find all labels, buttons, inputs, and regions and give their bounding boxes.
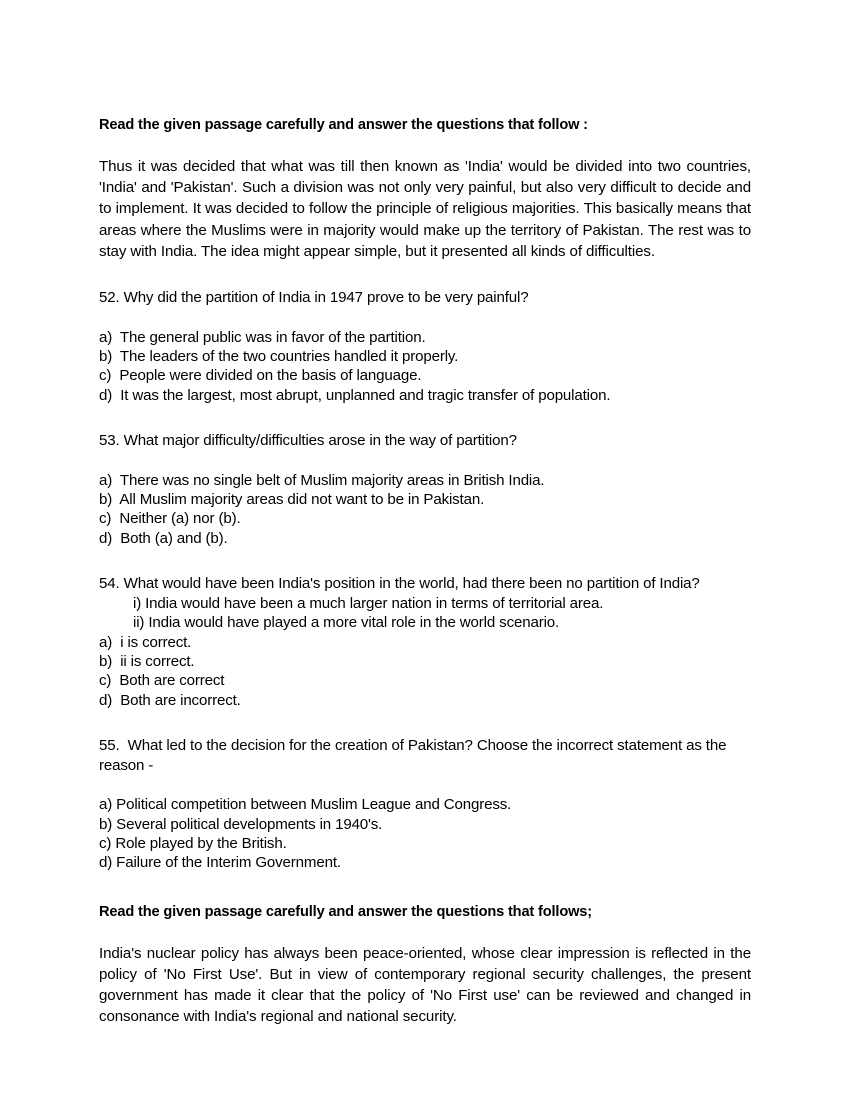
question-52-options xyxy=(99,328,751,406)
question-53-number: 53. xyxy=(99,432,120,450)
option-53-d[interactable]: d) Both (a) and (b). xyxy=(99,529,228,547)
passage-1-heading: Read the given passage carefully and answer the questions that follow : xyxy=(99,117,588,133)
question-55-body: What led to the decision for the creation of Pakistan? Choose the incorrect statement as the reason - xyxy=(99,737,727,774)
question-54-text xyxy=(99,574,751,594)
passage-2-heading: Read the given passage carefully and answer the questions that follows; xyxy=(99,903,592,920)
passage-1-body: Thus it was decided that what was till then known as 'India' would be divided into two countries, 'India' and 'Pakistan'. Such a division was not only very painful, but also very difficult to decide and to implement. It was decided to follow the principle of religious majorities. This basically means that areas where the Muslims were in majority would make up the territory of Pakistan. The rest was to stay with India. The idea might appear simple, but it presented all kinds of difficulties. xyxy=(99,158,751,260)
option-55-d[interactable]: d) Failure of the Interim Government. xyxy=(99,854,341,872)
question-block-55 xyxy=(99,736,751,873)
question-53-text xyxy=(99,431,751,451)
question-54-body: What would have been India's position in the world, had there been no partition of India? xyxy=(123,575,700,593)
question-54-subitems xyxy=(99,594,751,633)
question-54-number: 54. xyxy=(99,575,120,593)
passage-2-body: India's nuclear policy has always been peace-oriented, whose clear impression is reflected in the policy of 'No First Use'. But in view of contemporary regional security challenges, the present government has made it clear that the policy of 'No First use' can be reviewed and changed in consonance with India's regional and national security. xyxy=(99,944,751,1026)
question-52-text xyxy=(99,288,751,308)
question-55-text xyxy=(99,736,751,775)
spacer xyxy=(99,710,751,736)
question-block-53 xyxy=(99,431,751,548)
spacer xyxy=(99,405,751,431)
spacer xyxy=(99,262,751,288)
question-53-body: What major difficulty/difficulties arose in the way of partition? xyxy=(123,432,517,450)
option-54-c[interactable]: c) Both are correct xyxy=(99,672,225,690)
option-55-c[interactable]: c) Role played by the British. xyxy=(99,835,287,853)
question-53-options xyxy=(99,471,751,549)
option-54-b[interactable]: b) ii is correct. xyxy=(99,652,195,670)
option-54-d[interactable]: d) Both are incorrect. xyxy=(99,691,241,709)
question-block-52 xyxy=(99,288,751,405)
option-52-a[interactable]: a) The general public was in favor of the partition. xyxy=(99,328,426,346)
spacer xyxy=(99,873,751,903)
question-55-options xyxy=(99,795,751,873)
question-55-number: 55. xyxy=(99,737,120,755)
option-52-b[interactable]: b) The leaders of the two countries handled it properly. xyxy=(99,347,459,365)
page-content xyxy=(99,116,751,1028)
subitem-54-i: i) India would have been a much larger nation in terms of territorial area. xyxy=(133,594,604,612)
spacer xyxy=(99,775,751,795)
option-55-a[interactable]: a) Political competition between Muslim League and Congress. xyxy=(99,796,512,814)
option-53-c[interactable]: c) Neither (a) nor (b). xyxy=(99,510,241,528)
subitem-54-ii: ii) India would have played a more vital role in the world scenario. xyxy=(133,614,560,632)
question-54-options xyxy=(99,633,751,711)
spacer xyxy=(99,451,751,471)
spacer xyxy=(99,548,751,574)
option-53-b[interactable]: b) All Muslim majority areas did not want to be in Pakistan. xyxy=(99,491,485,509)
question-52-body: Why did the partition of India in 1947 prove to be very painful? xyxy=(123,289,529,307)
option-52-d[interactable]: d) It was the largest, most abrupt, unplanned and tragic transfer of population. xyxy=(99,386,611,404)
option-54-a[interactable]: a) i is correct. xyxy=(99,633,192,651)
spacer xyxy=(99,308,751,328)
option-55-b[interactable]: b) Several political developments in 1940's. xyxy=(99,815,383,833)
option-52-c[interactable]: c) People were divided on the basis of language. xyxy=(99,367,422,385)
question-52-number: 52. xyxy=(99,289,120,307)
question-block-54 xyxy=(99,574,751,710)
option-53-a[interactable]: a) There was no single belt of Muslim majority areas in British India. xyxy=(99,471,545,489)
